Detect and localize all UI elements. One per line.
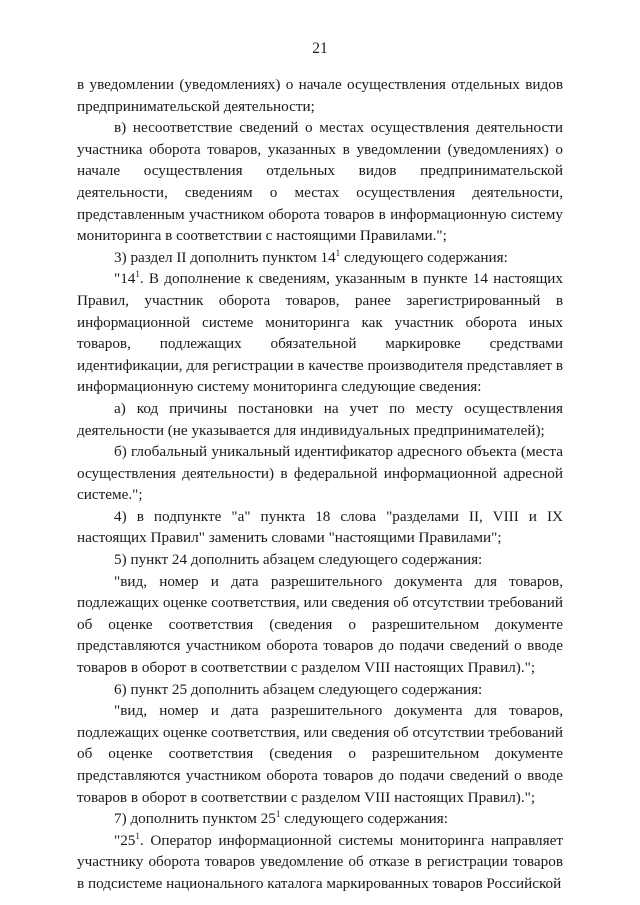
paragraph	[77, 679, 563, 701]
paragraph-text: "25	[114, 831, 136, 849]
paragraph	[77, 571, 563, 679]
paragraph-text: "14	[114, 270, 136, 288]
paragraph	[77, 268, 563, 398]
paragraph-text: . В дополнение к сведениям, указанным в пункте 14 настоящих Правил, участник оборота товаров, ранее зарегистрированный в информационной системе мониторинга как участник оборота иных товаров, подлежащих обязательной маркировке средствами идентификации, для регистрации в качестве производителя представляет в информационную систему мониторинга следующие сведения:	[77, 270, 563, 396]
paragraph-text: 4) в подпункте "а" пункта 18 слова "разделами II, VIII и IX настоящих Правил" заменить словами "настоящими Правилами";	[77, 507, 563, 547]
paragraph	[77, 74, 563, 117]
paragraph-text: следующего содержания:	[280, 810, 449, 828]
paragraph	[77, 830, 563, 895]
paragraph-text: 6) пункт 25 дополнить абзацем следующего содержания:	[114, 680, 483, 698]
superscript: 1	[335, 247, 341, 258]
paragraph-text: в уведомлении (уведомлениях) о начале осуществления отдельных видов предпринимательской деятельности;	[77, 76, 563, 115]
paragraph-text: 5) пункт 24 дополнить абзацем следующего содержания:	[114, 551, 483, 569]
paragraph-text: "вид, номер и дата разрешительного документа для товаров, подлежащих оценке соответствия, или сведения об отсутствии требований об оценке соответствия (сведения о разрешительном документе представляются участником оборота товаров до подачи сведений о вводе товаров в оборот в соответствии с разделом VIII настоящих Правил).";	[77, 572, 563, 677]
superscript: 1	[135, 269, 140, 280]
paragraph-text: . Оператор информационной системы мониторинга направляет участнику оборота товаров уведомление об отказе в регистрации товаров в подсистеме национального каталога маркированных товаров Российской	[77, 831, 563, 892]
paragraph	[77, 441, 563, 506]
paragraph-text: следующего содержания:	[340, 248, 508, 266]
paragraph-text: 3) раздел II дополнить пунктом 14	[114, 248, 336, 266]
paragraph-text: "вид, номер и дата разрешительного документа для товаров, подлежащих оценке соответствия, или сведения об отсутствии требований об оценке соответствия (сведения о разрешительном документе представляются участником оборота товаров до подачи сведений о вводе товаров в оборот в соответствии с разделом VIII настоящих Правил).";	[77, 702, 563, 806]
document-body	[77, 74, 563, 895]
paragraph	[77, 700, 563, 808]
superscript: 1	[135, 830, 140, 841]
paragraph-text: б) глобальный уникальный идентификатор адресного объекта (места осуществления деятельности) в федеральной информационной адресной системе.";	[77, 443, 563, 504]
paragraph	[77, 549, 563, 571]
paragraph-text: в) несоответствие сведений о местах осуществления деятельности участника оборота товаров, указанных в уведомлении (уведомлениях) о начале осуществления отдельных видов предпринимательской деятельности, сведениям о местах осуществления деятельности, представленным участником оборота товаров в информационную систему мониторинга в соответствии с настоящими Правилами.";	[77, 119, 563, 245]
paragraph	[77, 398, 563, 441]
superscript: 1	[275, 809, 281, 820]
paragraph-text: 7) дополнить пунктом 25	[114, 810, 276, 828]
paragraph	[77, 808, 563, 830]
paragraph-text: а) код причины постановки на учет по месту осуществления деятельности (не указывается для индивидуальных предпринимателей);	[77, 399, 563, 439]
page-number: 21	[312, 40, 328, 57]
paragraph	[77, 247, 563, 269]
paragraph	[77, 117, 563, 247]
paragraph	[77, 506, 563, 549]
